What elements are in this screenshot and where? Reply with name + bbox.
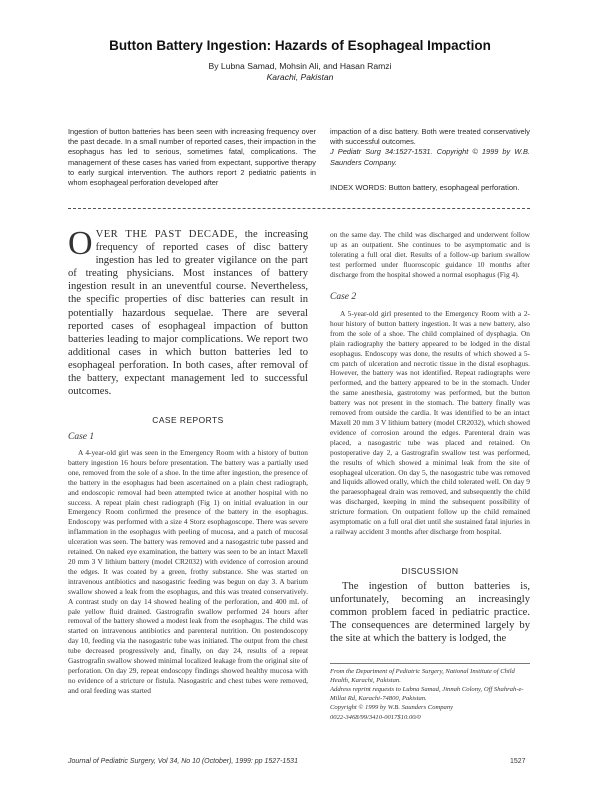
case-reports-heading: CASE REPORTS xyxy=(152,415,224,425)
page-number: 1527 xyxy=(510,758,526,765)
case1-continued: on the same day. The child was discharged and underwent follow up as an outpatient. She continues to be asymptomatic and is tolerating a full oral diet. Results of a follow-up barium swallow test performed under fluoroscopic guidance 10 months after discharge from the hospital showed a normal esophagus (Fig 4). xyxy=(330,230,530,279)
affiliation: Karachi, Pakistan xyxy=(266,72,334,82)
footnote-address: Address reprint requests to Lubna Samad, Jinnah Colony, Off Shahrah-e-Millat Rd, Karachi-74800, Pakistan. xyxy=(330,686,524,702)
discussion-text: The ingestion of button batteries is, unfortunately, becoming an increasingly common problem faced in pediatric practice. The consequences are determined largely by the site at which the battery is lodged, the xyxy=(330,581,530,645)
abstract-right-text: impaction of a disc battery. Both were treated conservatively with successful outcomes. xyxy=(330,127,530,147)
article-title: Button Battery Ingestion: Hazards of Esophageal Impaction xyxy=(109,38,491,53)
discussion-body xyxy=(330,580,530,645)
case2-heading: Case 2 xyxy=(330,292,357,302)
footnote xyxy=(330,668,530,724)
case1-heading: Case 1 xyxy=(68,432,95,442)
abstract-left: Ingestion of button batteries has been seen with increasing frequency over the past decade. In a small number of reported cases, their impaction in the esophagus has led to serious, sometimes fatal, complications. The management of these cases has varied from expectant, supportive therapy to early surgical intervention. The authors report 2 pediatric patients in whom esophageal perforation developed after xyxy=(68,127,316,188)
author-line: By Lubna Samad, Mohsin Ali, and Hasan Ramzi xyxy=(208,61,392,71)
footnote-issn: 0022-3468/99/3410-0017$10.00/0 xyxy=(330,713,421,721)
discussion-heading: DISCUSSION xyxy=(401,566,459,576)
introduction xyxy=(68,225,308,398)
case2-body: A 5-year-old girl presented to the Emergency Room with a 2-hour history of button battery ingestion. It was a new battery, also from the sole of a shoe. The child complained of dysphagia. On plain radiography the battery appeared to be lodged in the distal esophagus. Endoscopy was done, the results of which showed a 5-cm patch of ulceration and necrotic tissue in the distal esophagus. However, the battery was not identified. Repeat radiographs were performed, and the battery appeared to be in the stomach. Under the same anesthesia, gastrotomy was performed, but the button battery was not present in the stomach. The battery finally was removed from outside the cardia. It was identified to be an intact Maxell 20 mm 3 V lithium battery (model CR2032), which showed evidence of corrosion around the edges. Parenteral drain was placed, a nasogastric tube was placed and retained. On postoperative day 2, a Gastrografin swallow test was performed, the results of which showed a minimal leak from the site of esophageal ulceration. On day 5, the nasogastric tube was removed and liquids allowed orally, which the child tolerated well. On day 9 the paraesophageal drain was removed, and subsequently the child was discharged, keeping in mind the subsequent possibility of stricture formation. On outpatient follow up the child remained asymptomatic on a full oral diet until she sustained fatal injuries in a railway accident 3 months after discharge from hospital. xyxy=(330,309,530,536)
footnote-copyright: Copyright © 1999 by W.B. Saunders Company xyxy=(330,704,454,712)
abstract-divider-top xyxy=(68,208,530,209)
footnote-from: From the Department of Pediatric Surgery, National Institute of Child Health, Karachi, Pakistan. xyxy=(330,668,515,684)
drop-cap: O xyxy=(68,225,93,262)
index-words: INDEX WORDS: Button battery, esophageal perforation. xyxy=(330,183,520,192)
case1-body: A 4-year-old girl was seen in the Emergency Room with a history of button battery ingestion 16 hours before presentation. The battery was a partially used one, removed from the sole of a shoe. In the time after ingestion, the presence of the battery in the esophagus had been ascertained on a plain chest radiograph, and endoscopic removal had been attempted twice at another hospital with no success. A repeat plain chest radiograph (Fig 1) on initial evaluation in our Emergency Room confirmed the presence of the battery in the esophagus. Endoscopy was performed with a size 4 Storz esophagoscope. There was severe inflammation in the esophagus with peeling of mucosa, and a patch of mucosal ulceration was seen. The battery was removed and a nasogastric tube passed and retained. On naked eye examination, the battery was seen to be an intact Maxell 20 mm 3 V lithium battery (model CR2032) with evidence of corrosion around the edges. It was coated by a green, frothy substance. She was started on intravenous antibiotics and nasogastric feeding was begun on day 3. A barium swallow showed a leak from the esophagus, and this was treated conservatively. A contrast study on day 14 showed healing of the perforation, and 400 mL of pale yellow fluid drained. Gastrografin swallow performed 24 hours after removal of the battery showed a modest leak from the esophagus. The child was started on intravenous antibiotics and parenteral nutrition. On postendoscopy day 10, feeding via the nasogastric tube was initiated. The output from the chest tube decreased progressively and, finally, on day 24, results of a repeat Gastrografin swallow showed minimal localized leakage from the original site of perforation. On day 29, repeat endoscopy findings showed healthy mucosa with no evidence of a stricture or fistula. Nasogastric and chest tubes were removed, and oral feeding was started xyxy=(68,448,308,695)
footnote-rule xyxy=(330,663,530,664)
abstract-right xyxy=(330,127,530,168)
intro-text: the increasing frequency of reported cases of disc battery ingestion has led to greater vigilance on the part of treating physicians. Most instances of battery ingestion result in an uneventful course. Nevertheless, the specific properties of disc batteries can result in potentially hazardous sequelae. There are several reported cases of esophageal impaction of button batteries leading to major complications. We report two additional cases in which button batteries led to esophageal perforation. In both cases, after removal of the battery, expectant management led to successful outcomes. xyxy=(68,229,308,398)
citation: J Pediatr Surg 34:1527-1531. Copyright © 1999 by W.B. Saunders Company. xyxy=(330,147,530,167)
intro-caps: VER THE PAST DECADE, xyxy=(95,229,238,240)
running-footer: Journal of Pediatric Surgery, Vol 34, No 10 (October), 1999: pp 1527-1531 xyxy=(68,758,298,765)
